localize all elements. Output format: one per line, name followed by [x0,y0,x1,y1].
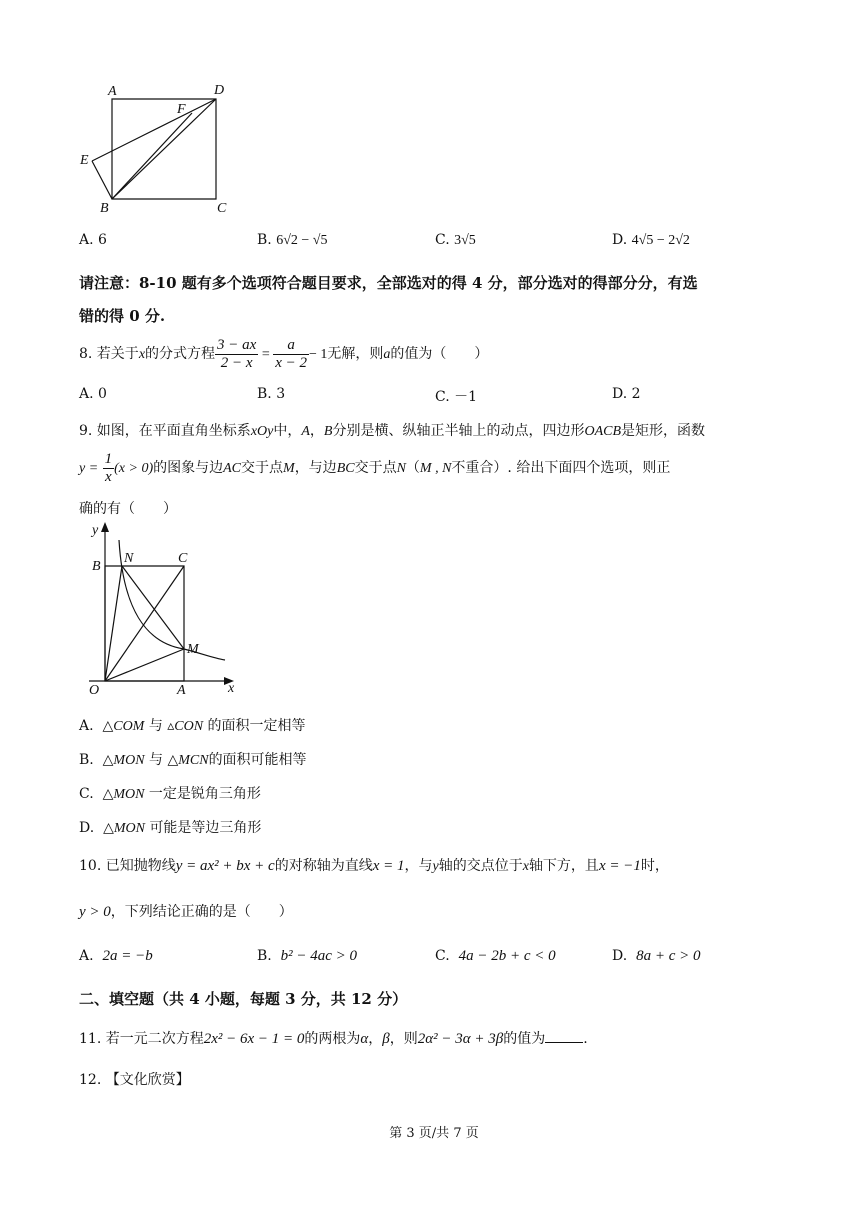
y-axis-arrow [101,522,109,532]
page-footer: 第 3 页/共 7 页 [389,1126,479,1141]
label-c: C [178,551,188,566]
label-y: y [92,523,99,538]
label-b: B [100,201,109,216]
q7-option-c-expr: 3√5 [454,233,476,248]
question-10-line-1: 10. 已知抛物线y = ax² + bx + c的对称轴为直线x = 1，与y轴的交点位于x轴下方，且x = −1时， [79,858,669,874]
label-n: N [124,551,134,566]
segment-om [105,649,184,681]
question-8: 8. 若关于x的分式方程 $\frac{3 - ax}{2 - x}$ = $\frac{a}{x - 2}$ − 1无解，则a的值为（ ） [79,336,489,371]
label-x: x [228,681,235,696]
section-2-title: 二、填空题（共 4 小题，每题 3 分，共 12 分） [79,990,408,1008]
label-f: F [177,102,186,117]
q10-option-c: C. 4a − 2b + c < 0 [435,948,556,964]
segment-oc [105,566,184,681]
q9-function-fraction: $\frac{1}{x}$ [104,450,113,485]
label-a: A [177,683,186,698]
q7-option-a: A. 6 [79,232,107,248]
label-m: M [187,642,199,657]
q8-option-d: D. 2 [612,386,641,402]
q7-option-d-expr: 4√5 − 2√2 [631,233,690,248]
figure-rectangle-oacb [75,518,250,698]
question-9-line-3: 确的有（ ） [79,501,177,517]
segment-on [105,566,122,681]
q8-fraction-2: $\frac{a}{x - 2}$ [275,336,307,371]
q8-fraction-1: $\frac{3 - ax}{2 - x}$ [217,336,257,371]
question-9-line-2: y = $\frac{1}{x}$ (x > 0)的图象与边AC交于点M，与边BC交于点N（M , N不重合）. 给出下面四个选项，则正 [79,450,671,485]
question-10-line-2: y > 0，下列结论正确的是（ ） [79,904,293,920]
q10-option-a: A. 2a = −b [79,948,153,964]
q9-option-a: A. △COM 与 ▵CON 的面积一定相等 [79,718,306,734]
question-9-line-1: 9. 如图，在平面直角坐标系xOy中，A，B分别是横、纵轴正半轴上的动点，四边形OACB是矩形，函数 [79,423,706,439]
label-o: O [89,683,100,698]
q7-option-c: C. 3√5 [435,232,476,248]
q7-option-b-expr: 6√2 − √5 [276,233,328,248]
label-d: D [214,83,225,98]
label-b: B [92,559,101,574]
label-c: C [217,201,227,216]
segment-bd [112,99,216,199]
q7-option-d: D. 4√5 − 2√2 [612,232,690,248]
q9-option-d: D. △MON 可能是等边三角形 [79,820,262,836]
label-a: A [108,84,117,99]
hyperbola-curve [119,540,225,660]
segment-eb [92,161,112,199]
q10-option-d: D. 8a + c > 0 [612,948,701,964]
segment-ef-ed [92,99,216,161]
question-12: 12. 【文化欣赏】 [79,1072,190,1088]
segment-bf [112,113,192,199]
notice-line-1: 请注意：8-10 题有多个选项符合题目要求，全部选对的得 4 分，部分选对的得部分分，有选 [79,274,698,292]
question-11: 11. 若一元二次方程2x² − 6x − 1 = 0的两根为α，β，则2α² − 3α + 3β的值为 . [79,1028,588,1048]
answer-blank[interactable] [545,1028,583,1043]
figure-square-abcd [70,78,240,218]
q8-option-b: B. 3 [257,386,286,402]
notice-line-2: 错的得 0 分. [79,307,166,325]
q8-option-a: A. 0 [79,386,107,402]
q10-option-b: B. b² − 4ac > 0 [257,948,358,964]
label-e: E [80,153,89,168]
segment-mn [122,566,184,649]
q8-option-c: C. －1 [435,389,478,405]
q9-option-c: C. △MON 一定是锐角三角形 [79,786,261,802]
q9-option-b: B. △MON 与 △MCN的面积可能相等 [79,752,307,768]
q7-option-b: B. 6√2 − √5 [257,232,328,248]
